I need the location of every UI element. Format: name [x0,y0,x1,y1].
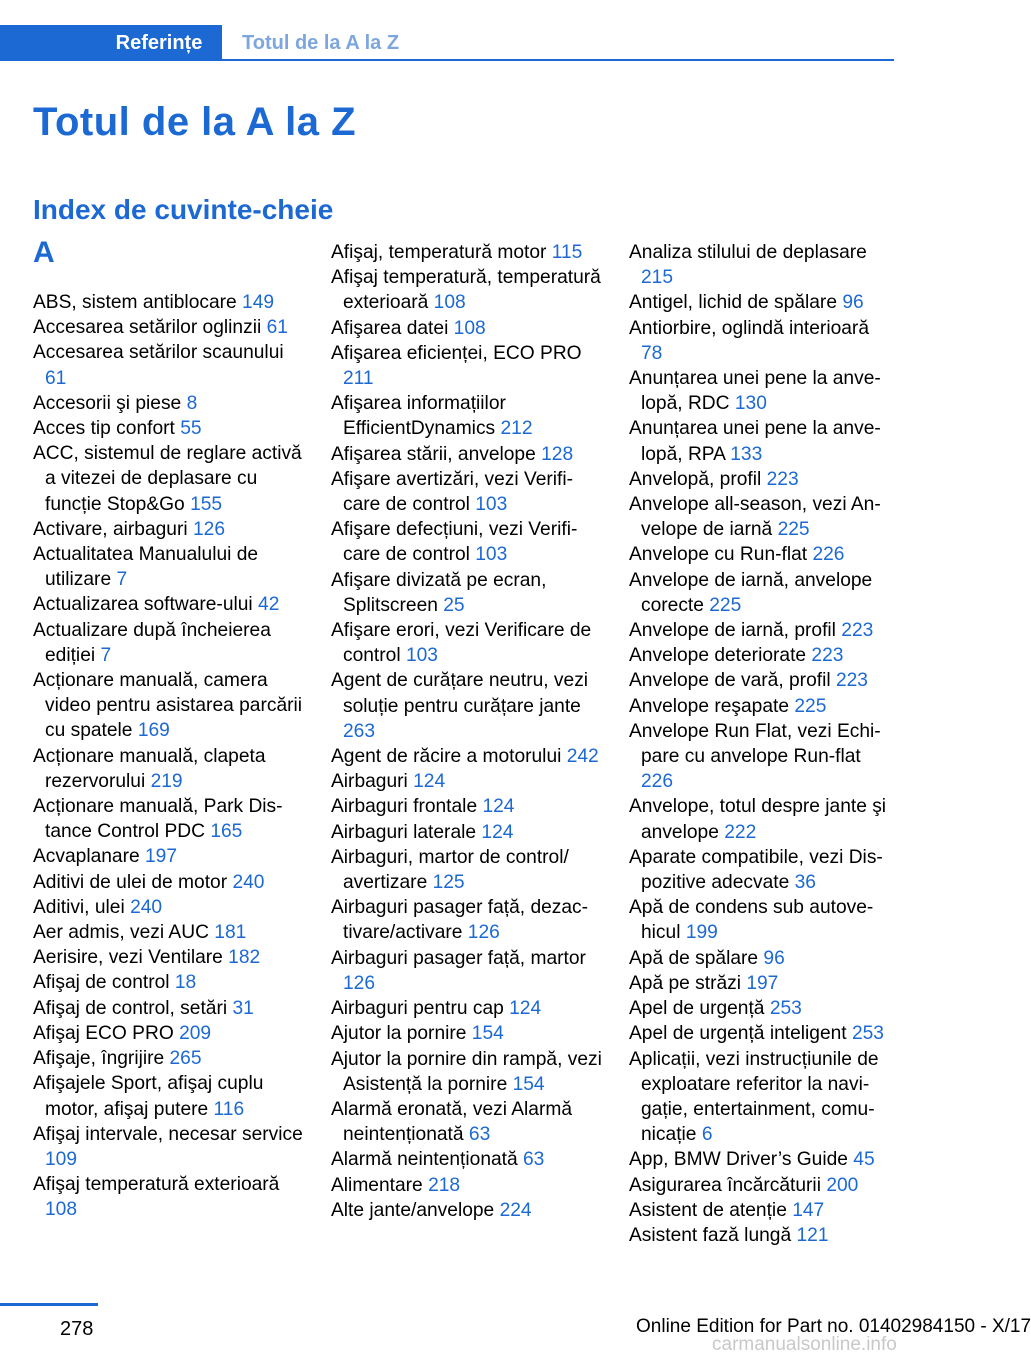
index-entry-text: Actualitatea Manualului de utilizare [33,544,259,591]
index-entry-text: Afişarea informațiilor EfficientDynamics [331,393,506,440]
index-page-link[interactable]: 63 [523,1149,545,1171]
index-page-link[interactable]: 182 [228,947,261,969]
index-entry [33,920,305,945]
index-entry-text: Accesarea setărilor oglinzii [33,317,262,339]
index-page-link[interactable]: 253 [769,998,802,1020]
index-entry [33,895,305,920]
index-entry [629,1223,895,1248]
index-page-link[interactable]: 61 [45,367,67,389]
index-entry [331,517,603,567]
index-entry-text: Anunțarea unei pene la anvelopă, RPA [629,418,881,465]
index-entry [331,391,603,441]
index-entry [331,618,603,668]
index-entry-text: Actualizarea software-ului [33,594,253,616]
index-entry [331,769,603,794]
index-entry-text: Anvelopă, profil [629,468,762,490]
index-entry-text: Aer admis, vezi AUC [33,922,209,944]
index-entry [629,416,895,466]
index-page-link[interactable]: 78 [641,342,663,364]
index-page-link[interactable]: 200 [826,1174,859,1196]
index-entry [33,945,305,970]
index-entry-text: Antiorbire, oglindă interioară [629,317,869,339]
index-entry-text: Airbaguri pasager față, martor [331,947,586,969]
index-page-link[interactable]: 165 [210,821,243,843]
index-page-link[interactable]: 263 [343,720,376,742]
index-entry-text: Afişare erori, vezi Verificare de control [331,620,592,667]
index-entry-text: Afişarea datei [331,317,449,339]
index-entry-text: App, BMW Driver’s Guide [629,1149,848,1171]
index-page-link[interactable]: 124 [509,998,542,1020]
index-entry-text: Actualizare după încheierea ediției [33,619,271,666]
index-entry-text: Afişaj, temperatură motor [331,242,547,263]
index-page-link[interactable]: 225 [794,695,827,717]
index-page-link[interactable]: 96 [842,292,864,314]
index-entry [33,668,305,744]
index-page-link[interactable]: 226 [812,544,845,566]
index-entry-text: ABS, sistem antiblocare [33,292,237,313]
index-entry-text: Airbaguri frontale [331,796,478,818]
index-page-link[interactable]: 7 [100,644,112,666]
index-entry-text: Anvelope de vară, profil [629,670,831,692]
index-entry [331,1097,603,1147]
index-page-link[interactable]: 103 [475,544,508,566]
index-page-link[interactable]: 126 [343,972,376,994]
page-title: Totul de la A la Z [33,100,357,144]
index-page-link[interactable]: 108 [453,317,486,339]
index-page-link[interactable]: 108 [433,292,466,314]
index-entry [331,1047,603,1097]
index-entry-text: Afişaj temperatură, temperatură exterioară [331,267,601,314]
index-page-link[interactable]: 133 [730,443,763,465]
index-entry [33,592,305,617]
index-entry-text: Airbaguri, martor de control/ avertizare [331,846,569,894]
index-entry-text: Acces tip confort [33,418,175,440]
index-page-link[interactable]: 18 [174,972,197,994]
index-page-link[interactable]: 45 [853,1149,875,1171]
index-entry [629,694,895,719]
index-entry [629,1021,895,1046]
index-page-link[interactable]: 169 [137,720,170,742]
index-entry [629,895,895,945]
index-entry-text: Apă de spălare [629,947,759,969]
index-entry-text: Anvelope, totul despre jante şi anvelope [629,796,887,843]
index-entry [33,970,305,995]
index-entry-text: Anvelope de iarnă, anvelope corecte [629,569,873,616]
index-entry-text: Asistent de atenție [629,1199,787,1221]
index-entry [331,744,603,769]
index-page-link[interactable]: 154 [471,1023,504,1045]
index-page-link[interactable]: 126 [192,518,225,540]
index-entry-text: Afişaj de control [33,972,170,994]
index-page-link[interactable]: 155 [190,493,223,515]
index-letter-heading: A [33,236,55,269]
page-header [0,0,960,64]
index-entry [331,668,603,744]
index-entry [629,1147,895,1172]
index-entry [33,618,305,668]
index-entry [33,744,305,794]
index-page-link[interactable]: 126 [467,922,500,944]
index-entry-text: Apă pe străzi [629,972,741,994]
index-entry-text: Analiza stilului de deplasare [629,242,867,263]
index-page-link[interactable]: 31 [232,997,254,1019]
index-entry-text: Agent de curățare neutru, vezi soluție pentru curățare jante [331,670,589,717]
index-entry-text: Apă de condens sub autovehicul [629,897,874,944]
index-page-link[interactable]: 181 [214,922,247,944]
header-accent-bar [0,25,96,61]
index-entry-text: Aplicații, vezi instrucțiunile de exploatare referitor la navigație, entertainment, comunicație [629,1048,879,1146]
index-entry [331,895,603,945]
index-entry-text: Acționare manuală, camera video pentru asistarea parcării cu spatele [33,670,303,742]
index-entry-text: Aditivi, ulei [33,896,125,918]
index-entry [629,946,895,971]
index-entry-text: Airbaguri laterale [331,821,477,843]
index-entry-text: Ajutor la pornire [331,1023,467,1045]
index-entry [33,517,305,542]
index-page-link[interactable]: 211 [343,368,374,390]
index-entry [331,1147,603,1172]
index-page-link[interactable]: 8 [186,392,198,414]
index-entry-text: Aparate compatibile, vezi Dispozitive adecvate [629,846,883,894]
index-entry [629,618,895,643]
index-page-link[interactable]: 124 [482,796,515,818]
index-entry [331,316,603,341]
index-page-link[interactable]: 7 [116,569,128,591]
index-page-link[interactable]: 225 [777,519,810,541]
index-entry-text: Afişaj intervale, necesar service [33,1123,303,1145]
index-entry [33,844,305,869]
index-entry [629,996,895,1021]
index-entry-text: Acționare manuală, Park Distance Control PDC [33,796,283,843]
index-entry [331,568,603,618]
index-entry [331,1198,603,1223]
index-page-link[interactable]: 240 [130,896,163,918]
index-column-1 [33,290,305,1223]
index-entry [331,442,603,467]
index-entry [331,794,603,819]
index-entry [33,870,305,895]
index-entry-text: Anvelope reşapate [629,695,790,717]
index-entry [331,265,603,315]
watermark: carmanualsonline.info [712,1334,897,1355]
index-page-link[interactable]: 199 [685,922,718,944]
header-section-tab[interactable]: Referințe [96,25,222,61]
index-entry [629,971,895,996]
index-page-link[interactable]: 125 [432,872,465,894]
index-page-link[interactable]: 154 [512,1073,545,1095]
page-subtitle: Index de cuvinte-cheie [33,194,334,225]
index-entry-text: Afişajele Sport, afişaj cuplu motor, afişaj putere [33,1073,264,1120]
index-page-link[interactable]: 218 [428,1174,461,1196]
index-entry [331,240,603,265]
index-entry-text: Anvelope Run Flat, vezi Echipare cu anvelope Run-flat [629,720,881,768]
index-page-link[interactable]: 124 [413,771,446,793]
index-entry-text: Acvaplanare [33,846,140,868]
index-page-link[interactable]: 109 [45,1148,78,1170]
index-page-link[interactable]: 55 [180,418,202,440]
index-entry-text: Afişaj temperatură exterioară [33,1174,280,1196]
index-entry [629,668,895,693]
index-entry-text: Anunțarea unei pene la anvelopă, RDC [629,368,881,415]
index-page-link[interactable]: 265 [169,1048,202,1070]
index-page-link[interactable]: 197 [145,846,178,868]
index-entry [33,391,305,416]
index-entry [331,946,603,996]
index-page-link[interactable]: 223 [835,670,868,692]
index-entry [33,290,305,315]
index-entry-text: Afişarea stării, anvelope [331,443,536,465]
index-page-link[interactable]: 212 [500,418,533,440]
index-page-link[interactable]: 209 [179,1022,212,1044]
index-entry [331,1173,603,1198]
index-entry [33,441,305,517]
index-page-link[interactable]: 197 [746,972,779,994]
index-page-link[interactable]: 149 [242,292,275,313]
index-entry-text: Antigel, lichid de spălare [629,292,837,314]
index-entry [331,845,603,895]
index-page-link[interactable]: 130 [734,393,767,415]
index-entry [629,568,895,618]
index-entry [629,467,895,492]
index-entry-text: Ajutor la pornire din rampă, vezi Asistență la pornire [331,1048,602,1095]
index-entry [629,542,895,567]
index-entry [331,467,603,517]
index-column-3 [629,240,895,1248]
index-entry-text: Apel de urgență inteligent [629,1023,847,1045]
index-page-link[interactable]: 253 [851,1023,884,1045]
index-entry-text: Alimentare [331,1174,423,1196]
index-entry-text: Activare, airbaguri [33,518,188,540]
index-entry-text: Afişaje, îngrijire [33,1048,165,1070]
index-page-link[interactable]: 240 [232,871,265,893]
index-entry-text: Aditivi de ulei de motor [33,871,228,893]
header-breadcrumb[interactable]: Totul de la A la Z [242,32,400,54]
index-entry [33,416,305,441]
index-entry-text: Airbaguri pentru cap [331,998,504,1020]
index-entry-text: Afişarea eficienței, ECO PRO [331,342,582,364]
index-entry-text: Alarmă neintenționată [331,1149,518,1171]
index-page-link[interactable]: 36 [794,872,816,894]
footer-rule [0,1303,98,1306]
index-entry [629,1173,895,1198]
index-entry [629,290,895,315]
index-entry-text: Anvelope de iarnă, profil [629,620,836,642]
index-page-link[interactable]: 115 [551,242,583,263]
index-page-link[interactable]: 25 [443,594,465,616]
index-entry [629,366,895,416]
page-number: 278 [60,1318,94,1340]
index-entry [33,340,305,390]
index-entry [33,996,305,1021]
index-page-link[interactable]: 103 [405,645,438,667]
index-entry [629,316,895,366]
index-page-link[interactable]: 147 [792,1199,825,1221]
index-entry-text: Acționare manuală, clapeta rezervorului [33,745,266,792]
index-entry [629,492,895,542]
index-entry [33,1021,305,1046]
index-entry [33,1122,305,1172]
index-entry-text: Anvelope all-season, vezi Anvelope de iarnă [629,494,881,541]
index-page-link[interactable]: 223 [841,620,874,642]
index-page-link[interactable]: 103 [475,494,508,516]
index-page-link[interactable]: 224 [499,1199,532,1221]
index-page-link[interactable]: 124 [481,821,514,843]
index-entry [33,1071,305,1121]
index-page-link[interactable]: 42 [258,594,280,616]
index-entry [629,794,895,844]
index-entry [33,1172,305,1222]
index-page-link[interactable]: 215 [641,267,674,289]
index-entry-text: Aerisire, vezi Ventilare [33,947,223,969]
index-entry [331,996,603,1021]
index-entry [629,643,895,668]
index-page-link[interactable]: 128 [541,443,574,465]
index-entry [331,1021,603,1046]
index-entry-text: Afişaj ECO PRO [33,1022,174,1044]
index-page-link[interactable]: 226 [641,771,674,793]
index-entry-text: Anvelope cu Run-flat [629,544,808,566]
index-entry [629,1047,895,1148]
index-entry-text: Afişaj de control, setări [33,997,228,1019]
index-column-2 [331,240,603,1223]
index-entry-text: Asigurarea încărcăturii [629,1174,821,1196]
index-entry-text: Alarmă eronată, vezi Alarmă neintenționată [331,1098,573,1146]
index-page-link[interactable]: 96 [763,947,785,969]
index-page-link[interactable]: 121 [796,1224,829,1246]
index-page-link[interactable]: 116 [213,1098,245,1120]
index-page-link[interactable]: 108 [45,1199,78,1221]
index-entry [33,542,305,592]
index-page-link[interactable]: 219 [150,770,183,792]
index-entry-text: Alte jante/anvelope [331,1199,495,1221]
index-entry-text: Anvelope deteriorate [629,645,807,667]
index-entry-text: Airbaguri pasager față, dezactivare/activare [331,897,589,944]
edition-note: Online Edition for Part no. 01402984150 - X/17 [636,1316,1031,1337]
index-entry-text: Afişare defecțiuni, vezi Verificare de control [331,519,578,566]
index-entry [33,315,305,340]
index-entry [33,794,305,844]
index-entry-text: Asistent fază lungă [629,1224,792,1246]
index-page-link[interactable]: 222 [724,821,757,843]
index-page-link[interactable]: 225 [709,594,742,616]
index-entry [629,240,895,290]
index-entry [331,820,603,845]
index-entry [331,341,603,391]
index-entry [629,1198,895,1223]
index-page-link[interactable]: 63 [468,1124,491,1146]
index-entry [629,719,895,795]
index-entry-text: Agent de răcire a motorului [331,746,562,768]
index-page-link[interactable]: 61 [266,317,288,339]
index-entry-text: ACC, sistemul de reglare activă a vitezei de deplasare cu funcție Stop&Go [33,443,302,515]
index-entry-text: Airbaguri [331,771,408,793]
header-rule [222,59,894,61]
index-entry [33,1046,305,1071]
index-entry-text: Apel de urgență [629,998,765,1020]
index-entry [629,845,895,895]
index-page-link[interactable]: 6 [701,1124,713,1146]
index-entry-text: Afişare avertizări, vezi Verificare de control [331,468,574,516]
index-page-link[interactable]: 242 [566,746,599,768]
index-entry-text: Accesorii şi piese [33,392,182,414]
index-entry-text: Accesarea setărilor scaunului [33,342,284,364]
index-page-link[interactable]: 223 [811,645,844,667]
index-entry-text: Afişare divizată pe ecran, Splitscreen [331,569,547,616]
index-page-link[interactable]: 223 [766,468,799,490]
